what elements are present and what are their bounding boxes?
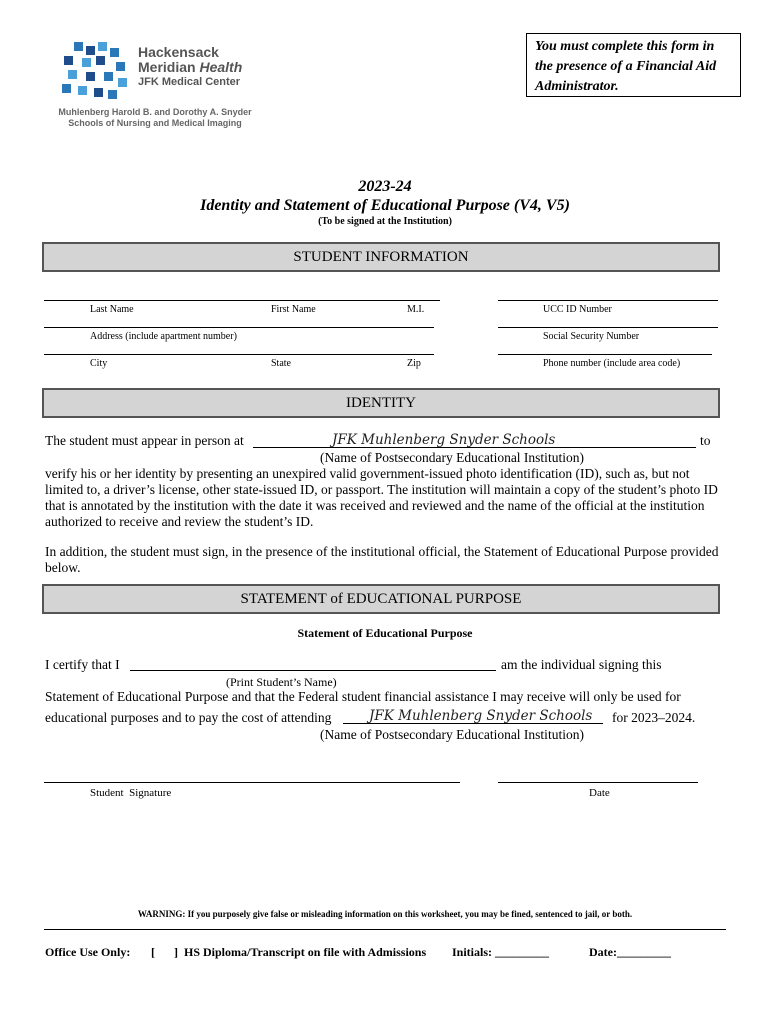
ucc-id-field-line[interactable]: [498, 300, 718, 301]
ssn-label: Social Security Number: [543, 331, 640, 342]
form-year: 2023-24: [358, 178, 412, 195]
org-line2: Meridian Health: [138, 59, 243, 75]
mi-label: M.I.: [407, 304, 425, 315]
identity-institution-caption: (Name of Postsecondary Educational Institution): [320, 450, 584, 465]
student-signature-line[interactable]: [44, 782, 460, 783]
state-label: State: [271, 358, 291, 369]
identity-paragraph-2: In addition, the student must sign, in the presence of the institutional official, the Statement of Educational Purpose provided below.: [45, 544, 719, 575]
identity-to: to: [700, 433, 711, 448]
statement-line-2: Statement of Educational Purpose and that the Federal student financial assistance I may receive will only be used for: [45, 689, 681, 704]
identity-heading: IDENTITY: [42, 388, 720, 418]
phone-label: Phone number (include area code): [543, 358, 681, 369]
certify-start: I certify that I: [45, 657, 120, 672]
signature-date-line[interactable]: [498, 782, 698, 783]
statement-institution-value[interactable]: JFK Muhlenberg Snyder Schools: [369, 708, 593, 724]
org-line1: Hackensack: [138, 44, 219, 60]
signature-date-label: Date: [589, 787, 610, 799]
statement-subheading: Statement of Educational Purpose: [297, 626, 473, 640]
school-name: Muhlenberg Harold B. and Dorothy A. Snyder Schools of Nursing and Medical Imaging: [58, 107, 252, 128]
statement-institution-caption: (Name of Postsecondary Educational Institution): [320, 727, 584, 742]
certify-end: am the individual signing this: [501, 657, 662, 672]
last-name-label: Last Name: [90, 304, 134, 315]
form-title: Identity and Statement of Educational Purpose (V4, V5): [200, 197, 570, 214]
notice-box: You must complete this form in the presence of a Financial Aid Administrator.: [526, 33, 741, 97]
org-name: [138, 45, 242, 90]
statement-line-3-end: for 2023–2024.: [612, 710, 696, 725]
org-line3: JFK Medical Center: [138, 76, 241, 88]
warning-text: WARNING: If you purposely give false or misleading information on this worksheet, you may be fined, sentenced to jail, or both.: [137, 909, 633, 919]
hs-diploma-checkbox[interactable]: [: [151, 945, 155, 959]
student-info-heading: STUDENT INFORMATION: [42, 242, 720, 272]
print-name-caption: (Print Student’s Name): [226, 675, 337, 689]
hmh-logo-mark: [62, 42, 128, 100]
zip-label: Zip: [407, 358, 421, 369]
footer-divider: [44, 929, 726, 930]
ssn-field-line[interactable]: [498, 327, 718, 328]
ucc-id-label: UCC ID Number: [543, 304, 612, 315]
statement-heading: STATEMENT of EDUCATIONAL PURPOSE: [42, 584, 720, 614]
form-subtitle: (To be signed at the Institution): [318, 216, 452, 227]
city-state-zip-field-line[interactable]: [44, 354, 434, 355]
initials-field[interactable]: Initials: _________: [452, 945, 550, 959]
phone-field-line[interactable]: [498, 354, 712, 355]
name-field-line[interactable]: [44, 300, 440, 301]
statement-line-3-start: educational purposes and to pay the cost of attending: [45, 710, 332, 725]
print-name-field-line[interactable]: [130, 670, 496, 671]
office-use-label: Office Use Only:: [45, 945, 131, 959]
hs-diploma-label: ] HS Diploma/Transcript on file with Admissions: [174, 945, 427, 959]
identity-intro: The student must appear in person at: [45, 433, 244, 448]
student-signature-label: Student Signature: [90, 787, 172, 799]
first-name-label: First Name: [271, 304, 316, 315]
address-label: Address (include apartment number): [90, 331, 237, 342]
address-field-line[interactable]: [44, 327, 434, 328]
identity-institution-value[interactable]: JFK Muhlenberg Snyder Schools: [332, 432, 556, 448]
office-date-field[interactable]: Date:_________: [589, 945, 671, 959]
identity-paragraph-1: verify his or her identity by presenting an unexpired valid government-issued photo identification (ID), such as, but not limited to, a driver’s license, other state-issued ID, or passport. The institution will maintain a copy of the student’s photo ID that is annotated by the institution with the date it was received and reviewed and the name of the official at the institution authorized to receive and review the student’s ID.: [45, 466, 718, 529]
city-label: City: [90, 358, 108, 369]
